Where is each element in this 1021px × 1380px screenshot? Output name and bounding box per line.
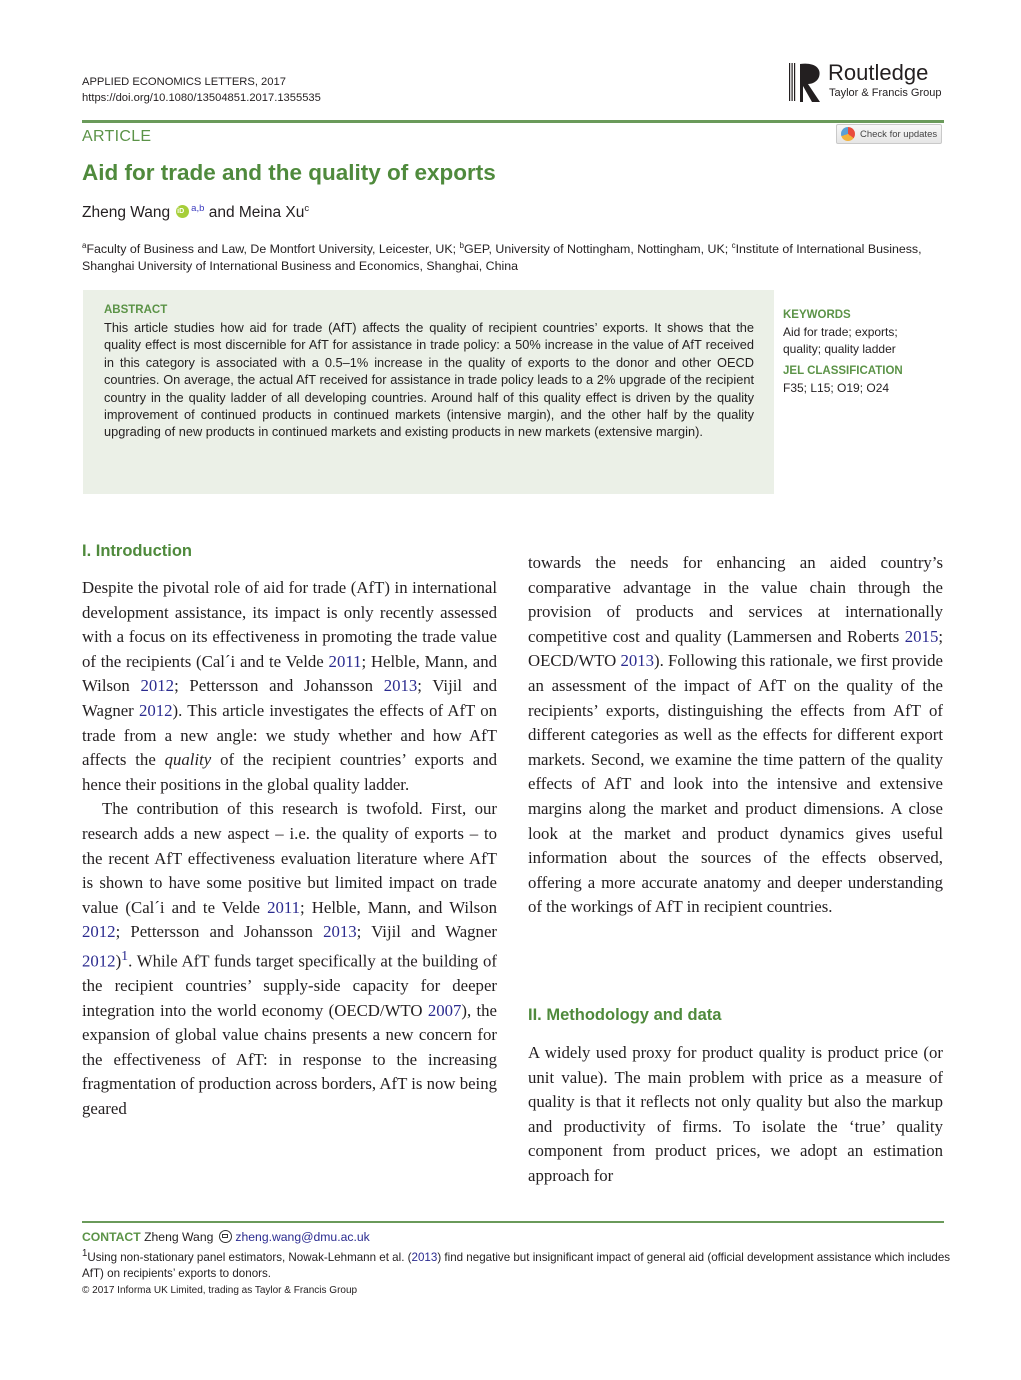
citation-link[interactable]: 2007 — [427, 1000, 462, 1020]
section-heading-introduction: I. Introduction — [82, 542, 192, 560]
text-run: ; Vijil and Wagner — [356, 922, 497, 942]
affiliation-text: Faculty of Business and Law, De Montfort University, Leicester, UK; — [86, 242, 460, 257]
keywords-heading: KEYWORDS — [783, 309, 851, 321]
header-rule — [82, 120, 944, 123]
publisher-logo — [786, 60, 956, 104]
text-run: Despite the pivotal role of aid for trade (AfT) in international development assistance, its impact is only recently assessed with a focus on its effectiveness in promoting the trade value of the recipients (Cal´i and te Velde — [82, 578, 497, 671]
text-run: ; Vijil and Wagner — [82, 676, 497, 720]
text-run: ; Helble, Mann, and Wilson — [300, 897, 497, 917]
citation-link[interactable]: 2015 — [904, 626, 939, 646]
article-title: Aid for trade and the quality of exports — [82, 160, 496, 185]
citation-link[interactable]: 2013 — [411, 1250, 438, 1264]
affiliation-marker: a — [82, 241, 87, 250]
citation-link[interactable]: 2012 — [82, 951, 116, 971]
citation-link[interactable]: 2011 — [328, 651, 362, 671]
author-name[interactable]: Meina Xu — [238, 204, 305, 222]
author-list — [82, 203, 309, 222]
check-for-updates-label: Check for updates — [860, 128, 938, 140]
affiliations — [82, 237, 952, 275]
text-run: The contribution of this research is twofold. First, our research adds a new aspect – i.e. the quality of exports – to the recent AfT effectiveness evaluation literature where AfT is shown to have some positive but limited impact on trade value (Cal´i and te Velde — [82, 799, 497, 917]
jel-codes: F35; L15; O19; O24 — [783, 381, 890, 395]
crossmark-icon — [841, 127, 855, 141]
author-affiliation-marker: c — [304, 203, 310, 214]
section-heading-methodology: II. Methodology and data — [528, 1006, 722, 1024]
paragraph — [82, 797, 497, 1121]
author-name[interactable]: Zheng Wang — [82, 204, 171, 222]
abstract-heading: ABSTRACT — [104, 304, 168, 316]
body-column-right — [528, 551, 943, 920]
text-run: . While AfT funds target specifically at the building of the recipient countries’ supply-side capacity for deeper integration into the world economy (OECD/WTO — [82, 951, 497, 1020]
footnote-text: ) find negative but insignificant impact of general aid (official development assistance which includes AfT) on recipients’ exports to donors. — [82, 1250, 951, 1280]
affiliation-marker: b — [459, 241, 464, 250]
logo-brand: Routledge — [828, 60, 929, 85]
footnote — [82, 1246, 952, 1282]
jel-heading: JEL CLASSIFICATION — [783, 365, 903, 377]
paragraph — [82, 576, 497, 797]
footnote-marker[interactable]: 1 — [121, 948, 129, 964]
text-run: ; Helble, Mann, and Wilson — [82, 651, 497, 696]
abstract-text: This article studies how aid for trade (AfT) affects the quality of recipient countries’ exports. It shows that the quality effect is most discernible for AfT for assistance in trade policy: a 50% increase in the value of AfT received in this category is associated with a 0.5–1% increase in the quality of exports to the donor and other OECD countries. On average, the actual AfT received for assistance in trade policy leads to a 2% upgrade of the recipient country in the quality ladder of all developing countries. Around half of this quality effect is driven by the quality improvement of continued products in continued markets (intensive margin), and the other half by the quality upgrading of new products in continued markets and existing products in new markets (extensive margin). — [104, 320, 754, 440]
journal-header — [82, 74, 321, 106]
footnote-text: Using non-stationary panel estimators, Nowak-Lehmann et al. ( — [87, 1250, 412, 1264]
text-run: ). Following this rationale, we first provide an assessment of the impact of AfT on the quality of the recipients’ exports, distinguishing the effects from AfT of different categories as well as the effects for different export markets. Second, we examine the time pattern of the quality effects of AfT and look into the intensive and extensive margins along the market and product dimensions. A close look at the market and product dynamics gives useful information about the sources of the effects observed, offering a more accurate anatomy and deeper understanding of the workings of AfT in recipient countries. — [528, 651, 943, 917]
body-column-left — [82, 576, 497, 1122]
citation-link[interactable]: 2013 — [620, 651, 655, 671]
contact-label: CONTACT — [82, 1230, 141, 1244]
contact-line — [82, 1229, 370, 1245]
copyright-notice: © 2017 Informa UK Limited, trading as Taylor & Francis Group — [82, 1285, 358, 1296]
citation-link[interactable]: 2011 — [267, 897, 301, 917]
text-run: ) — [115, 951, 122, 971]
citation-link[interactable]: 2012 — [138, 700, 173, 720]
orcid-icon[interactable] — [176, 205, 189, 218]
footer-rule — [82, 1221, 944, 1223]
paragraph-continued — [528, 551, 943, 920]
text-run: ). This article investigates the effects of AfT on trade from a new angle: we study whether and how AfT affects the — [82, 700, 497, 770]
text-run: of the recipient countries’ exports and hence their positions in the global quality ladder. — [82, 750, 497, 794]
doi-link[interactable]: https://doi.org/10.1080/13504851.2017.1355535 — [82, 92, 321, 104]
affiliation-text: GEP, University of Nottingham, Nottingham, UK; — [463, 242, 732, 257]
footnote-number: 1 — [82, 1248, 88, 1259]
affiliation-marker: c — [731, 241, 736, 250]
citation-link[interactable]: 2013 — [323, 922, 357, 942]
citation-link[interactable]: 2013 — [383, 676, 418, 696]
logo-vertical-lettering — [789, 63, 795, 101]
emphasis: quality — [164, 750, 212, 770]
article-type-label: ARTICLE — [82, 128, 152, 145]
text-run: ; Pettersson and Johansson — [174, 676, 384, 696]
paragraph: A widely used proxy for product quality is product price (or unit value). The main problem with price as a measure of quality is that it reflects not only quality but also the markup and productivity of firms. To isolate the ‘true’ quality component from product prices, we adopt an estimation approach for — [528, 1043, 943, 1185]
text-run: ), the expansion of global value chains presents a new concern for the effectiveness of AfT: in response to the increasing fragmentation of production across borders, AfT is now being geared — [82, 1000, 497, 1119]
contact-email-link[interactable]: zheng.wang@dmu.ac.uk — [235, 1230, 370, 1244]
text-run: ; Pettersson and Johansson — [115, 922, 324, 942]
email-icon — [219, 1230, 232, 1243]
check-for-updates-button[interactable] — [836, 124, 942, 144]
affiliation-text: Institute of International Business, Shanghai University of International Business and Economics, Shanghai, China — [82, 242, 922, 274]
keywords-text: Aid for trade; exports; quality; quality ladder — [783, 325, 898, 356]
author-connector: and — [204, 204, 239, 222]
author-affiliation-marker[interactable]: a,b — [191, 203, 205, 214]
text-run: ; OECD/WTO — [528, 626, 943, 671]
contact-name: Zheng Wang — [144, 1230, 214, 1244]
logo-group: Taylor & Francis Group — [829, 87, 942, 99]
citation-link[interactable]: 2012 — [140, 676, 175, 696]
text-run: towards the needs for enhancing an aided country’s comparative advantage in the value chain through the provision of products and services at internationally competitive cost and quality (Lammersen and Roberts — [528, 553, 943, 646]
citation-link[interactable]: 2012 — [82, 922, 116, 942]
body-column-right-methodology — [528, 1041, 943, 1189]
routledge-logo-icon — [786, 60, 826, 104]
journal-name: APPLIED ECONOMICS LETTERS, 2017 — [82, 76, 286, 88]
